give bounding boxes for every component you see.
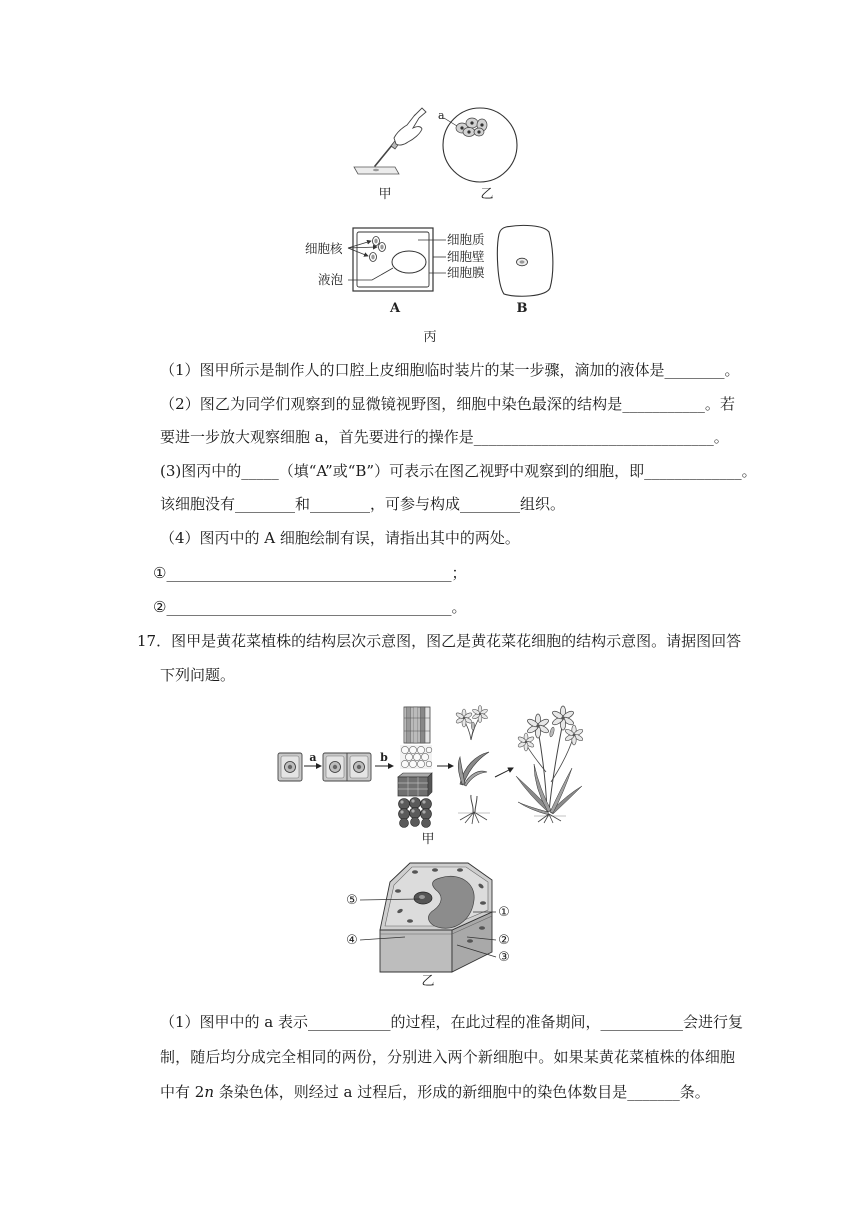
animal-cell-b (497, 225, 552, 296)
cytoplasm-label: 细胞质 (447, 232, 485, 247)
figure-16-jia-caption: 甲 (378, 187, 392, 202)
cell-membrane-label: 细胞膜 (447, 265, 485, 280)
organ-column (455, 706, 490, 825)
figure-17-yi-caption: 乙 (421, 974, 435, 989)
q16-part3-line2: 该细胞没有________和________，可参与构成________组织。 (160, 495, 566, 513)
leaf-organ (458, 752, 489, 786)
label-5: ⑤ (346, 893, 358, 908)
arrow-a-label: a (309, 751, 317, 764)
cell-a-label: a (438, 109, 445, 122)
q16-part1: （1）图甲所示是制作人的口腔上皮细胞临时装片的某一步骤，滴加的液体是________。 (160, 361, 740, 379)
q17-part1-line3 (160, 1082, 710, 1102)
q16-part4: （4）图丙中的 A 细胞绘制有误，请指出其中的两处。 (160, 529, 520, 547)
plant-structure-levels-figure (272, 702, 587, 828)
dropper-slide-illustration (350, 104, 428, 180)
cell-a-caption: A (389, 301, 401, 316)
nucleus-label: 细胞核 (305, 241, 343, 256)
q16-answer1: ①______________________________________； (153, 564, 467, 582)
q17-stem-line1: 17．图甲是黄花菜植株的结构层次示意图，图乙是黄花菜花细胞的结构示意图。请据图回答 (137, 632, 742, 650)
q16-answer2: ②______________________________________。 (153, 598, 467, 616)
vascular-tissue (404, 707, 430, 743)
label-4: ④ (346, 933, 358, 948)
q17-part1-line3-post: 条染色体，则经过 a 过程后，形成的新细胞中的染色体数目是_______条。 (213, 1083, 710, 1101)
protective-tissue (398, 773, 432, 796)
q16-part3-line1: (3)图丙中的_____（填“A”或“B”）可表示在图乙视野中观察到的细胞，即_____________。 (160, 462, 757, 480)
plant-cell-a (353, 228, 433, 291)
two-cells (323, 753, 371, 781)
figure-17-jia-caption: 甲 (421, 832, 435, 847)
q17-stem-line2: 下列问题。 (160, 666, 236, 684)
flower-organ (455, 706, 488, 741)
label-3: ③ (498, 950, 510, 965)
q16-part2-line1: （2）图乙为同学们观察到的显微镜视野图，细胞中染色最深的结构是___________。若 (160, 395, 735, 413)
single-cell (278, 753, 302, 781)
q17-part1-line3-pre: 中有 2 (160, 1083, 205, 1101)
meristem-tissue (399, 798, 432, 828)
chromosome-variable-n: n (204, 1083, 214, 1101)
microscope-field-view (432, 101, 524, 187)
vacuole-label: 液泡 (318, 272, 344, 287)
parenchyma-tissue (400, 745, 432, 769)
arrow-b-label: b (380, 751, 388, 764)
plant-cell-3d-figure (340, 856, 520, 974)
tissue-column (398, 707, 432, 828)
q16-part2-line2: 要进一步放大观察细胞 a，首先要进行的操作是________________________________。 (160, 428, 729, 446)
q17-part1-line2: 制，随后均分成完全相同的两份，分别进入两个新细胞中。如果某黄花菜植株的体细胞 (160, 1048, 735, 1066)
q17-part1-line1: （1）图甲中的 a 表示___________的过程，在此过程的准备期间，___________会进行复 (160, 1013, 744, 1031)
root-organ (458, 795, 490, 824)
label-2: ② (498, 933, 510, 948)
figure-16-bing-caption: 丙 (423, 330, 437, 345)
figure-16-yi-caption: 乙 (480, 187, 494, 202)
daylily-plant (516, 706, 584, 823)
label-1: ① (498, 905, 510, 920)
figure-bing-cells (300, 222, 562, 318)
cell-b-caption: B (516, 301, 528, 316)
cell-wall-label: 细胞壁 (447, 249, 485, 264)
